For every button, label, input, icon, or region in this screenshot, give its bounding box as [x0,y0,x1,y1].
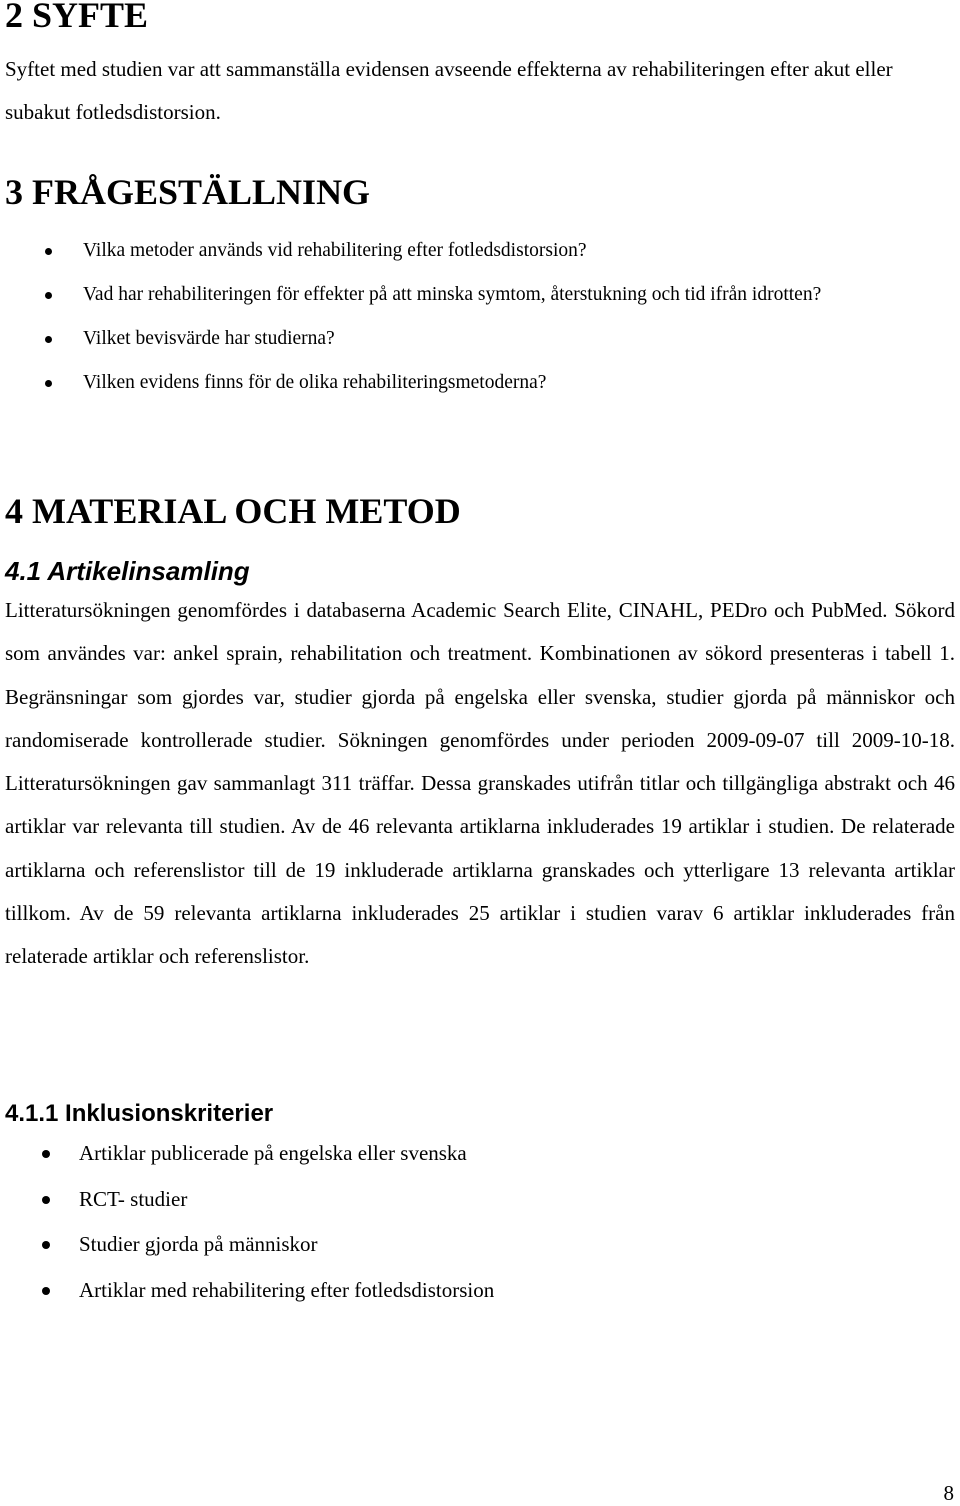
list-item-text: Vilken evidens finns för de olika rehabiliteringsmetoderna? [83,372,547,393]
list-item-text: Vilka metoder används vid rehabilitering efter fotledsdistorsion? [83,240,587,261]
artikelinsamling-paragraph: Litteratursökningen genomfördes i databaserna Academic Search Elite, CINAHL, PEDro och PubMed. Sökord som användes var: ankel sprain, rehabilitation och treatment. Kombinationen av sökord presenteras i tabell 1. Begränsningar som gjordes var, studier gjorda på engelska eller svenska, studier gjorda på människor och randomiserade kontrollerade studier. Sökningen genomfördes under perioden 2009-09-07 till 2009-10-18. Litteratursökningen gav sammanlagt 311 träffar. Dessa granskades utifrån titlar och tillgängliga abstrakt och 46 artiklar var relevanta till studien. Av de 46 relevanta artiklarna inkluderades 19 artiklar i studien. De relaterade artiklarna och referenslistor till de 19 inkluderade artiklarna granskades och ytterligare 13 relevanta artiklar tillkom. Av de 59 relevanta artiklarna inkluderades 25 artiklar i studien varav 6 artiklar inkluderades från relaterade artiklar och referenslistor. [5,598,955,969]
list-item [5,317,955,361]
syfte-paragraph: Syftet med studien var att sammanställa evidensen avseende effekterna av rehabiliteringen efter akut eller subakut fotledsdistorsion. [5,57,893,125]
bullet-icon [45,336,52,343]
list-item [5,1222,955,1268]
list-item [5,273,955,317]
list-item [5,229,955,273]
heading-inklusionskriterier: 4.1.1 Inklusionskriterier [5,1100,274,1127]
page-number: 8 [943,1481,954,1505]
list-item [5,361,955,405]
list-item-text: Vad har rehabiliteringen för effekter på att minska symtom, återstukning och tid ifrån idrotten? [83,284,822,305]
bullet-icon [42,1287,50,1295]
bullet-icon [45,248,52,255]
bullet-icon [42,1196,50,1204]
inclusion-list [5,1131,955,1314]
bullet-icon [45,292,52,299]
list-item-text: Artiklar med rehabilitering efter fotledsdistorsion [79,1278,495,1303]
list-item [5,1177,955,1223]
heading-fragestallning: 3 FRÅGESTÄLLNING [5,172,371,212]
bullet-icon [45,380,52,387]
heading-syfte: 2 SYFTE [5,0,149,35]
heading-material-och-metod: 4 MATERIAL OCH METOD [5,491,461,531]
list-item-text: Studier gjorda på människor [79,1232,318,1257]
list-item-text: Artiklar publicerade på engelska eller svenska [79,1141,467,1165]
bullet-icon [42,1150,50,1158]
question-list [5,229,955,405]
list-item [5,1268,955,1314]
list-item [5,1131,955,1177]
list-item-text: Vilket bevisvärde har studierna? [83,328,335,349]
bullet-icon [42,1241,50,1249]
heading-artikelinsamling: 4.1 Artikelinsamling [5,556,250,586]
list-item-text: RCT- studier [79,1186,188,1211]
